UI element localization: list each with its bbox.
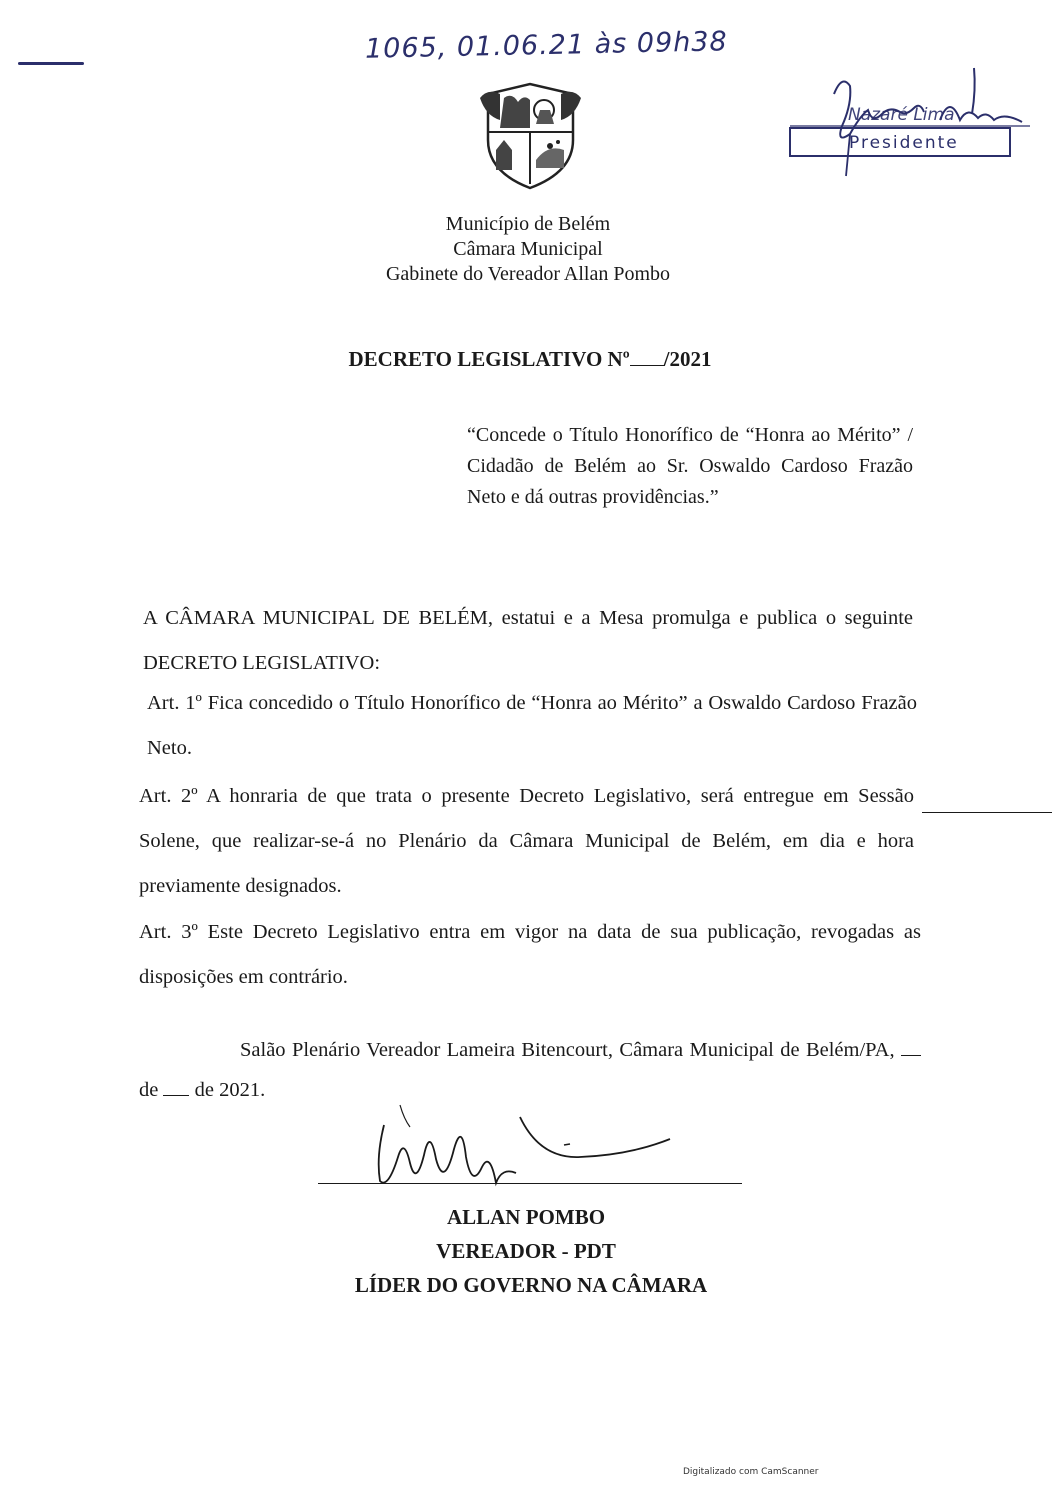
closing-de-2: de 2021. (194, 1079, 266, 1101)
title-suffix: /2021 (663, 347, 712, 371)
document-title (1, 347, 1058, 372)
article-2 (139, 774, 914, 909)
blank-line (922, 812, 1052, 813)
president-signature (790, 64, 1030, 180)
header-municipality: Município de Belém (445, 213, 611, 235)
title-prefix: DECRETO LEGISLATIVO Nº (348, 347, 630, 371)
signatory-block (0, 1200, 1058, 1302)
scanner-footer: Digitalizado com CamScanner (683, 1467, 819, 1477)
signatory-position: LÍDER DO GOVERNO NA CÂMARA (354, 1273, 708, 1297)
document-header (0, 212, 1058, 287)
header-office: Gabinete do Vereador Allan Pombo (385, 263, 670, 285)
preamble-paragraph: A CÂMARA MUNICIPAL DE BELÉM, estatui e a Mesa promulga e publica o seguinte DECRETO LEGISLATIVO: (143, 607, 913, 674)
protocol-note: 1065, 01.06.21 às 09h38 (364, 26, 729, 65)
signatory-name: ALLAN POMBO (446, 1205, 606, 1229)
coat-of-arms-icon (478, 80, 583, 192)
signatory-role: VEREADOR - PDT (436, 1239, 616, 1263)
header-chamber: Câmara Municipal (453, 238, 603, 260)
article-2-text: Art. 2º A honraria de que trata o presente Decreto Legislativo, será entregue em Sessão Solene, que realizar-se-á no Plenário da Câmara Municipal de Belém, em dia e hora previamente designados. (139, 785, 914, 897)
ementa-summary: “Concede o Título Honorífico de “Honra ao Mérito” / Cidadão de Belém ao Sr. Oswaldo Cardoso Frazão Neto e dá outras providências.” (467, 424, 913, 508)
article-1: Art. 1º Fica concedido o Título Honorífico de “Honra ao Mérito” a Oswaldo Cardoso Frazão Neto. (147, 692, 917, 759)
president-stamp (789, 127, 1011, 157)
closing-place: Salão Plenário Vereador Lameira Bitencourt, Câmara Municipal de Belém/PA, (240, 1039, 895, 1061)
stamp-label: Presidente (849, 133, 959, 153)
svg-text:Nazaré Lima: Nazaré Lima (848, 105, 955, 125)
margin-dash-mark (18, 62, 84, 65)
signatory-signature (370, 1097, 700, 1197)
article-3: Art. 3º Este Decreto Legislativo entra em vigor na data de sua publicação, revogadas as disposições em contrário. (139, 921, 921, 988)
signature-line (318, 1183, 742, 1184)
closing-de-1: de (139, 1079, 159, 1101)
